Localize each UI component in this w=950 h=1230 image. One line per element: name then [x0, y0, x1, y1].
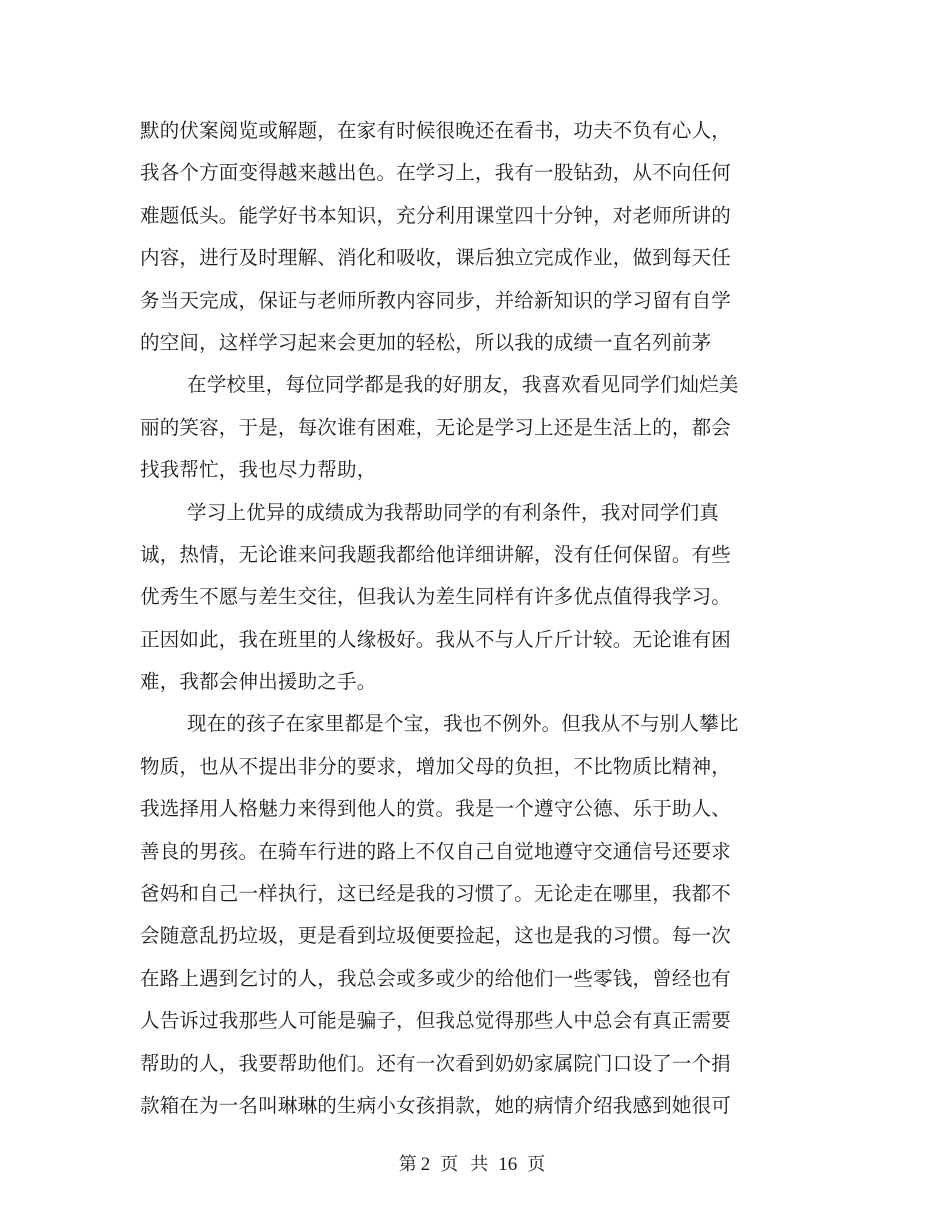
text-line: 丽的笑容，于是，每次谁有困难，无论是学习上还是生活上的，都会 — [140, 415, 732, 439]
text-line: 帮助的人，我要帮助他们。还有一次看到奶奶家属院门口设了一个捐 — [140, 1051, 732, 1075]
footer-prefix: 第 — [398, 1154, 417, 1175]
text-line: 人告诉过我那些人可能是骗子，但我总觉得那些人中总会有真正需要 — [140, 1009, 732, 1033]
footer-total-word: 共 — [470, 1154, 489, 1175]
text-line: 诚，热情，无论谁来问我题我都给他详细讲解，没有任何保留。有些 — [140, 542, 732, 566]
text-line: 在学校里，每位同学都是我的好朋友，我喜欢看见同学们灿烂美 — [187, 373, 739, 397]
footer-page-number: 2 — [420, 1154, 431, 1175]
footer-page-word: 页 — [440, 1154, 459, 1175]
text-line: 我各个方面变得越来越出色。在学习上，我有一股钻劲，从不向任何 — [140, 161, 732, 185]
text-line: 在路上遇到乞讨的人，我总会或多或少的给他们一些零钱，曾经也有 — [140, 966, 732, 990]
text-line: 款箱在为一名叫琳琳的生病小女孩捐款，她的病情介绍我感到她很可 — [140, 1093, 732, 1117]
footer-suffix: 页 — [527, 1154, 546, 1175]
text-line: 现在的孩子在家里都是个宝，我也不例外。但我从不与别人攀比 — [187, 712, 739, 736]
text-line: 的空间，这样学习起来会更加的轻松，所以我的成绩一直名列前茅 — [140, 330, 712, 354]
text-line: 难题低头。能学好书本知识，充分利用课堂四十分钟，对老师所讲的 — [140, 203, 732, 227]
text-line: 物质，也从不提出非分的要求，增加父母的负担，不比物质比精神， — [140, 754, 732, 778]
text-line: 内容，进行及时理解、消化和吸收，课后独立完成作业，做到每天任 — [140, 246, 732, 270]
text-line: 爸妈和自己一样执行，这已经是我的习惯了。无论走在哪里，我都不 — [140, 882, 732, 906]
page-footer — [0, 1150, 950, 1176]
text-line: 学习上优异的成绩成为我帮助同学的有利条件，我对同学们真 — [187, 500, 719, 524]
document-body — [140, 110, 760, 1127]
text-line: 会随意乱扔垃圾，更是看到垃圾便要捡起，这也是我的习惯。每一次 — [140, 924, 732, 948]
text-line: 善良的男孩。在骑车行进的路上不仅自己自觉地遵守交通信号还要求 — [140, 839, 732, 863]
text-line: 难，我都会伸出援助之手。 — [140, 670, 377, 694]
text-line: 我选择用人格魅力来得到他人的赏。我是一个遵守公德、乐于助人、 — [140, 797, 732, 821]
text-line: 优秀生不愿与差生交往，但我认为差生同样有许多优点值得我学习。 — [140, 585, 732, 609]
text-line: 找我帮忙，我也尽力帮助， — [140, 458, 377, 482]
text-line: 务当天完成，保证与老师所教内容同步，并给新知识的学习留有自学 — [140, 288, 732, 312]
footer-total-pages: 16 — [498, 1154, 518, 1175]
text-line: 正因如此，我在班里的人缘极好。我从不与人斤斤计较。无论谁有困 — [140, 627, 732, 651]
text-line: 默的伏案阅览或解题，在家有时候很晚还在看书，功夫不负有心人， — [140, 119, 732, 142]
